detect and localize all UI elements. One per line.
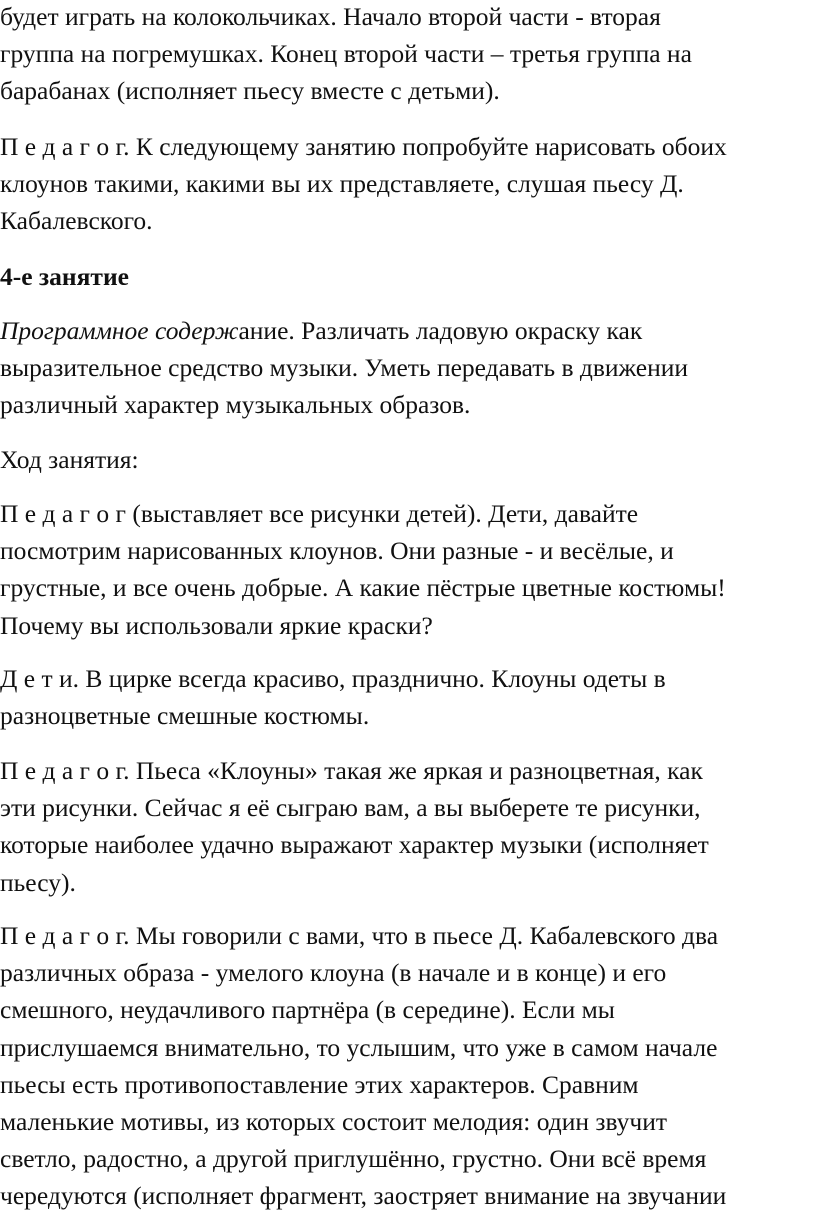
text-line: чередуются (исполняет фрагмент, заостряет внимание на звучании (0, 1181, 727, 1211)
text-line (0, 752, 812, 789)
text-line: различных образа - умелого клоуна (в начале и в конце) и его (0, 958, 667, 988)
text-line: грустные, и все очень добрые. А какие пёстрые цветные костюмы! (0, 573, 726, 603)
paragraph-teacher-clowns-piece (0, 752, 812, 901)
text-line: которые наиболее удачно выражают характер музыки (исполняет (0, 830, 709, 860)
text-line: различный характер музыкальных образов. (0, 390, 471, 420)
paragraph-lesson-flow (0, 441, 812, 478)
text-line: посмотрим нарисованных клоунов. Они разные - и весёлые, и (0, 536, 674, 566)
text-span: ание. Различать ладовую окраску как (238, 316, 643, 345)
text-line: светло, радостно, а другой приглушённо, грустно. Они всё время (0, 1144, 707, 1174)
text-line: разноцветные смешные костюмы. (0, 701, 370, 731)
section-heading: 4-е занятие (0, 262, 129, 291)
text-line: Кабалевского. (0, 206, 153, 236)
speaker-label: П е д а г о г. (0, 132, 130, 161)
text-line: будет играть на колокольчиках. Начало второй части - вторая (0, 2, 661, 31)
text-line: выразительное средство музыки. Уметь передавать в движении (0, 353, 689, 383)
text-line (0, 917, 812, 954)
text-line (0, 660, 812, 697)
text-line (0, 128, 812, 165)
text-span: (выставляет все рисунки детей). Дети, давайте (125, 499, 639, 528)
paragraph-intro (0, 0, 812, 110)
text-line: смешного, неудачливого партнёра (в середине). Если мы (0, 995, 615, 1025)
paragraph-program-content (0, 312, 812, 424)
text-line: пьесы есть противопоставление этих характеров. Сравним (0, 1069, 639, 1099)
text-line: группа на погремушках. Конец второй части – третья группа на (0, 39, 692, 69)
text-line: эти рисунки. Сейчас я её сыграю вам, а вы выберете те рисунки, (0, 793, 701, 823)
italic-term: Программное содерж (0, 316, 239, 345)
text-line: Почему вы использовали яркие краски? (0, 610, 433, 640)
paragraph-teacher-two-images (0, 917, 812, 1215)
paragraph-children-answer (0, 660, 812, 734)
text-line: клоунов такими, какими вы их представляете, слушая пьесу Д. (0, 169, 684, 199)
speaker-label: Д е т и. (0, 664, 80, 693)
speaker-label: П е д а г о г. (0, 921, 130, 950)
text-line: барабанах (исполняет пьесу вместе с детьми). (0, 76, 500, 106)
speaker-label: П е д а г о г (0, 499, 126, 528)
text-span: К следующему занятию попробуйте нарисовать обоих (129, 132, 727, 161)
speaker-label: П е д а г о г. (0, 756, 130, 785)
text-line: маленькие мотивы, из которых состоит мелодия: один звучит (0, 1107, 667, 1137)
text-line: Ход занятия: (0, 445, 139, 474)
paragraph-teacher-drawings (0, 495, 812, 644)
text-span: Мы говорили с вами, что в пьесе Д. Кабалевского два (129, 921, 719, 950)
text-line (0, 312, 812, 349)
text-line: прислушаемся внимательно, то услышим, что уже в самом начале (0, 1032, 718, 1062)
paragraph-teacher-homework (0, 128, 812, 240)
text-line (0, 495, 812, 532)
text-line: пьесу). (0, 867, 76, 897)
text-span: Пьеса «Клоуны» такая же яркая и разноцветная, как (129, 756, 703, 785)
text-span: В цирке всегда красиво, празднично. Клоуны одеты в (79, 664, 666, 693)
